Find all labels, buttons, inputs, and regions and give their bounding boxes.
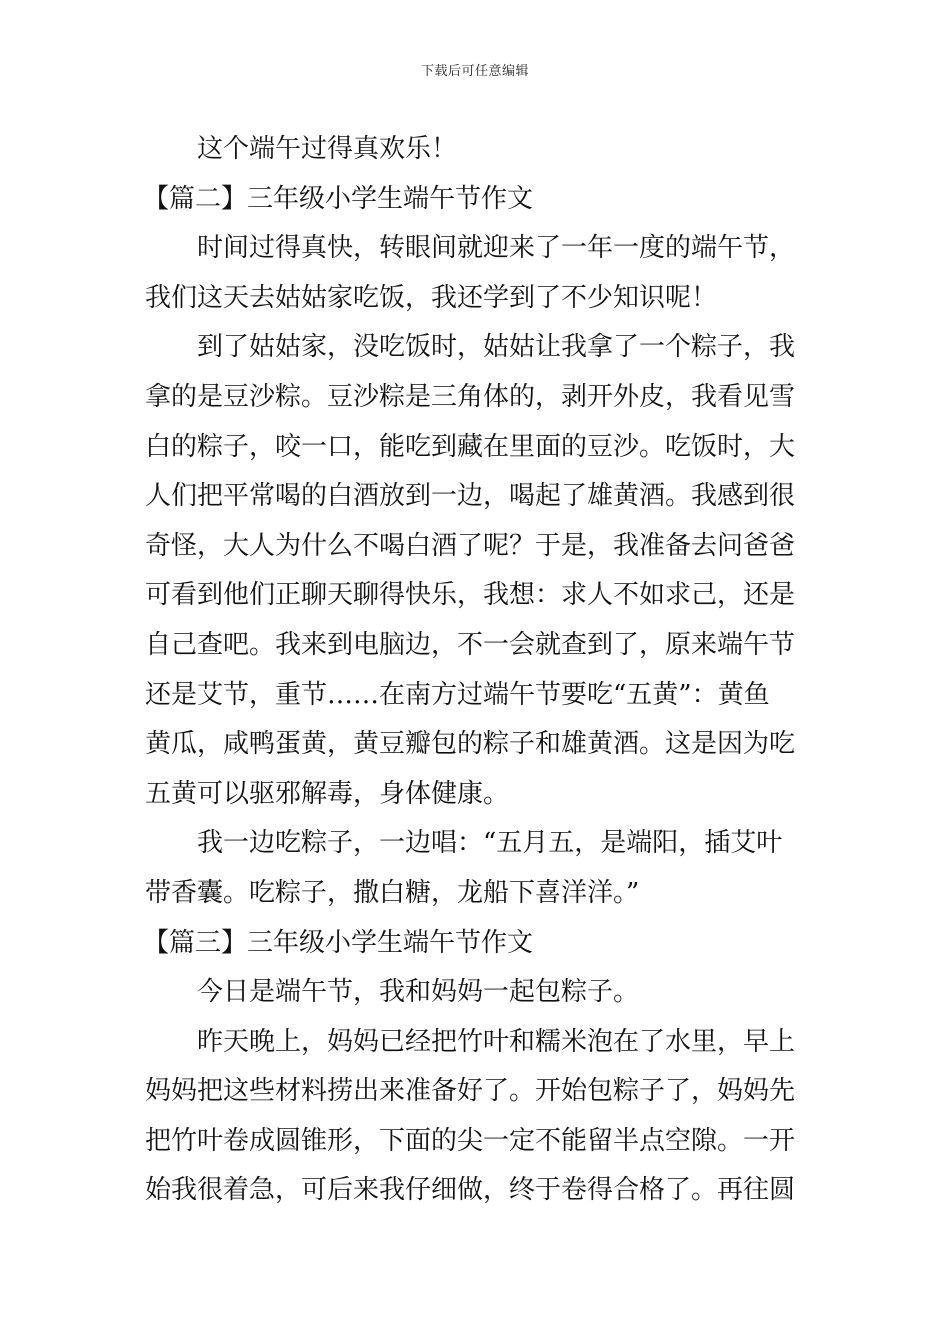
text-line: 今日是端午节，我和妈妈一起包粽子。 [197, 977, 640, 1008]
text-line: 白的粽子，咬一口，能吃到藏在里面的豆沙。吃饭时，大 [145, 431, 796, 462]
text-line: 自己查吧。我来到电脑边，不一会就查到了，原来端午节 [145, 629, 796, 660]
text-line: 奇怪，大人为什么不喝白酒了呢？于是，我准备去问爸爸 [145, 530, 796, 561]
text-line: 可看到他们正聊天聊得快乐，我想：求人不如求己，还是 [145, 580, 796, 611]
text-line: 我们这天去姑姑家吃饭，我还学到了不少知识呢！ [145, 282, 718, 313]
text-line: 我一边吃粽子，一边唱：“五月五，是端阳，插艾叶 [197, 828, 783, 859]
text-line: 昨天晚上，妈妈已经把竹叶和糯米泡在了水里，早上 [197, 1026, 796, 1057]
page-header: 下载后可任意编辑 [420, 64, 529, 79]
text-line: 到了姑姑家，没吃饭时，姑姑让我拿了一个粽子，我 [197, 332, 796, 363]
section-heading-2: 【篇二】三年级小学生端午节作文 [143, 183, 534, 214]
text-line: 拿的是豆沙粽。豆沙粽是三角体的，剥开外皮，我看见雪 [145, 381, 796, 412]
text-line: 把竹叶卷成圆锥形，下面的尖一定不能留半点空隙。一开 [145, 1125, 796, 1156]
text-line: 时间过得真快，转眼间就迎来了一年一度的端午节， [197, 233, 796, 264]
text-line: 始我很着急，可后来我仔细做，终于卷得合格了。再往圆 [145, 1175, 796, 1206]
section-heading-3: 【篇三】三年级小学生端午节作文 [143, 927, 534, 958]
text-line: 五黄可以驱邪解毒，身体健康。 [145, 778, 510, 809]
text-line: 黄瓜，咸鸭蛋黄，黄豆瓣包的粽子和雄黄酒。这是因为吃 [145, 729, 796, 760]
essay-body [145, 125, 815, 1216]
text-line: 人们把平常喝的白酒放到一边，喝起了雄黄酒。我感到很 [145, 481, 796, 512]
text-line: 这个端午过得真欢乐！ [197, 134, 458, 164]
text-line: 带香囊。吃粽子，撒白糖，龙船下喜洋洋。” [145, 877, 640, 908]
text-line: 妈妈把这些材料捞出来准备好了。开始包粽子了，妈妈先 [145, 1076, 796, 1107]
text-line: 还是艾节，重节……在南方过端午节要吃“五黄”：黄鱼 [145, 679, 770, 710]
